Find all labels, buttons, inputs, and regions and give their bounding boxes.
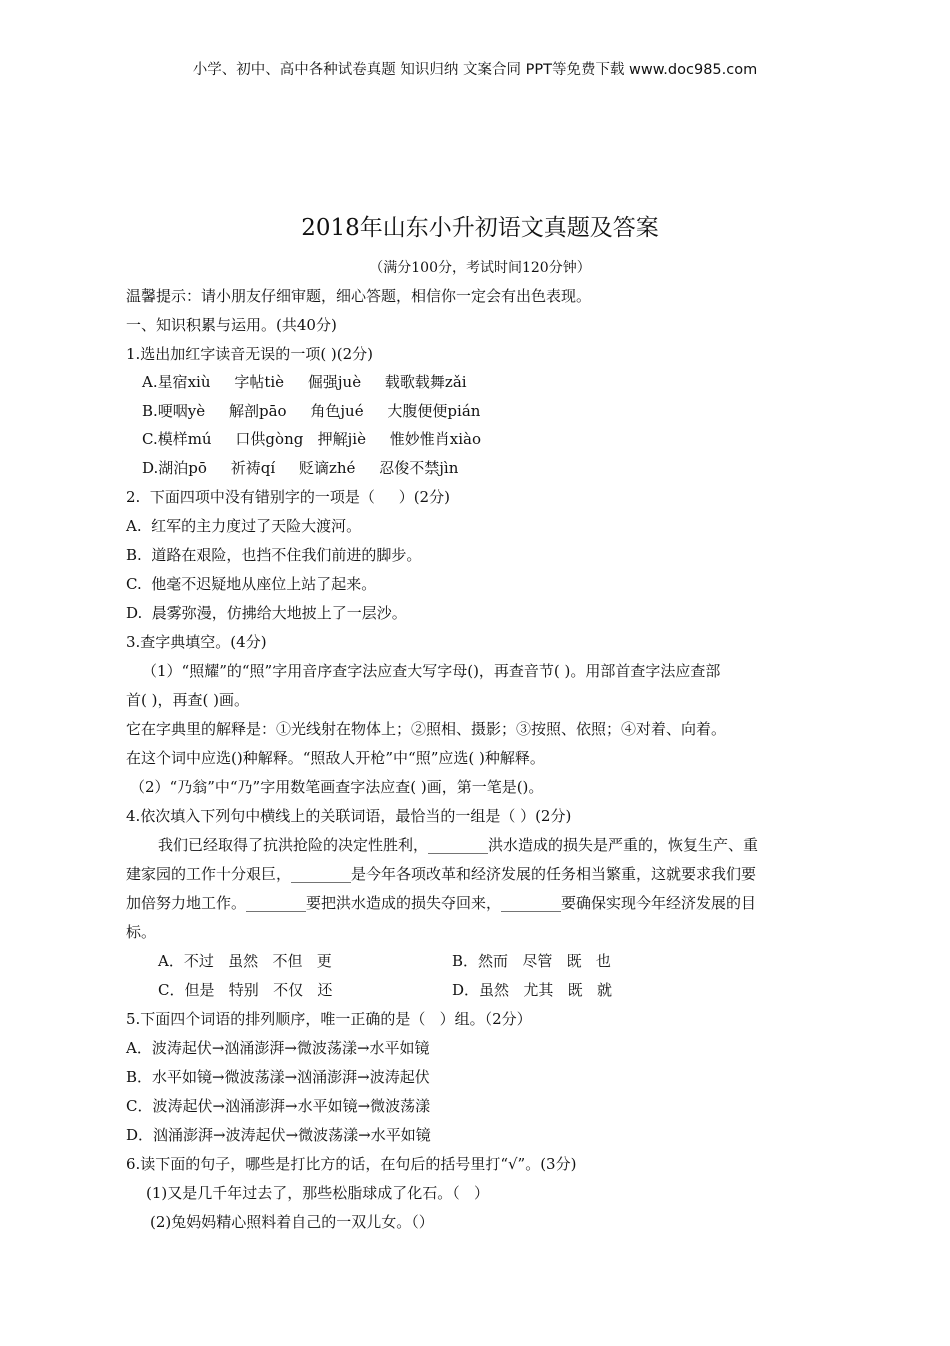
question-3-line-2: 首( )，再查( )画。 (126, 691, 249, 709)
question-4-stem: 4.依次填入下列句中横线上的关联词语，最恰当的一组是（ ）(2分) (126, 807, 572, 825)
question-5-option-d: D．汹涌澎湃→波涛起伏→微波荡漾→水平如镜 (126, 1126, 431, 1144)
question-6-stem: 6.读下面的句子，哪些是打比方的话，在句后的括号里打“√”。(3分) (126, 1155, 577, 1173)
question-1-option-d: D.湖泊pō 祈祷qí 贬谪zhé 忍俊不禁jìn (142, 459, 459, 477)
question-2-option-d: D. 晨雾弥漫，仿拂给大地披上了一层沙。 (126, 604, 407, 622)
exam-info: （满分100分，考试时间120分钟） (369, 260, 591, 276)
question-2-stem: 2. 下面四项中没有错别字的一项是（ ）(2分) (126, 488, 450, 506)
question-4-passage-2: 建家园的工作十分艰巨，________是今年各项改革和经济发展的任务相当繁重，这就要求我们要 (126, 865, 757, 883)
question-4-passage-1: 我们已经取得了抗洪抢险的决定性胜利，________洪水造成的损失是严重的，恢复生产、重 (158, 836, 759, 854)
section-heading: 一、知识积累与运用。(共40分) (126, 316, 337, 334)
question-4-passage-3: 加倍努力地工作。________要把洪水造成的损失夺回来，________要确保实现今年经济发展的目 (126, 894, 757, 912)
question-4-option-c: C．但是 特别 不仅 还 (158, 981, 333, 999)
question-2-option-b: B. 道路在艰险，也挡不住我们前进的脚步。 (126, 546, 422, 564)
page-title: 2018年山东小升初语文真题及答案 (301, 215, 659, 241)
question-3-line-1: （1）“照耀”的“照”字用音序查字法应查大写字母()，再查音节( )。用部首查字法应查部 (142, 662, 721, 680)
question-3-line-5: （2）“乃翁”中“乃”字用数笔画查字法应查( )画，第一笔是()。 (130, 778, 544, 796)
question-4-passage-4: 标。 (126, 923, 157, 941)
question-5-stem: 5.下面四个词语的排列顺序，唯一正确的是（ ）组。（2分） (126, 1010, 532, 1028)
question-4-option-b: B．然而 尽管 既 也 (452, 952, 611, 970)
question-6-sentence-2: (2)兔妈妈精心照料着自己的一双儿女。（） (150, 1213, 434, 1231)
question-3-line-3: 它在字典里的解释是：①光线射在物体上；②照相、摄影；③按照、依照；④对着、向着。 (126, 720, 727, 738)
question-1-option-b: B.哽咽yè 解剖pāo 角色jué 大腹便便pián (142, 402, 481, 420)
question-3-stem: 3.查字典填空。(4分) (126, 633, 267, 651)
question-6-sentence-1: (1)又是几千年过去了，那些松脂球成了化石。（ ） (146, 1184, 490, 1202)
question-5-option-a: A．波涛起伏→汹涌澎湃→微波荡漾→水平如镜 (126, 1039, 430, 1057)
question-4-option-a: A．不过 虽然 不但 更 (158, 952, 332, 970)
question-4-option-d: D．虽然 尤其 既 就 (452, 981, 612, 999)
question-2-option-a: A. 红军的主力度过了天险大渡河。 (126, 517, 362, 535)
question-2-option-c: C. 他毫不迟疑地从座位上站了起来。 (126, 575, 377, 593)
question-1-stem: 1.选出加红字读音无误的一项( )(2分) (126, 345, 374, 363)
question-5-option-c: C．波涛起伏→汹涌澎湃→水平如镜→微波荡漾 (126, 1097, 431, 1115)
question-3-line-4: 在这个词中应选()种解释。“照敌人开枪”中“照”应选( )种解释。 (126, 749, 545, 767)
question-1-option-a: A.星宿xiù 字帖tiè 倔强juè 载歌载舞zǎi (142, 373, 467, 391)
tip-text: 温馨提示：请小朋友仔细审题，细心答题，相信你一定会有出色表现。 (126, 287, 592, 305)
site-header-banner: 小学、初中、高中各种试卷真题 知识归纳 文案合同 PPT等免费下载 www.doc985.com (192, 62, 758, 78)
question-1-option-c: C.模样mú 口供gòng 押解jiè 惟妙惟肖xiào (142, 430, 482, 448)
question-5-option-b: B．水平如镜→微波荡漾→汹涌澎湃→波涛起伏 (126, 1068, 430, 1086)
